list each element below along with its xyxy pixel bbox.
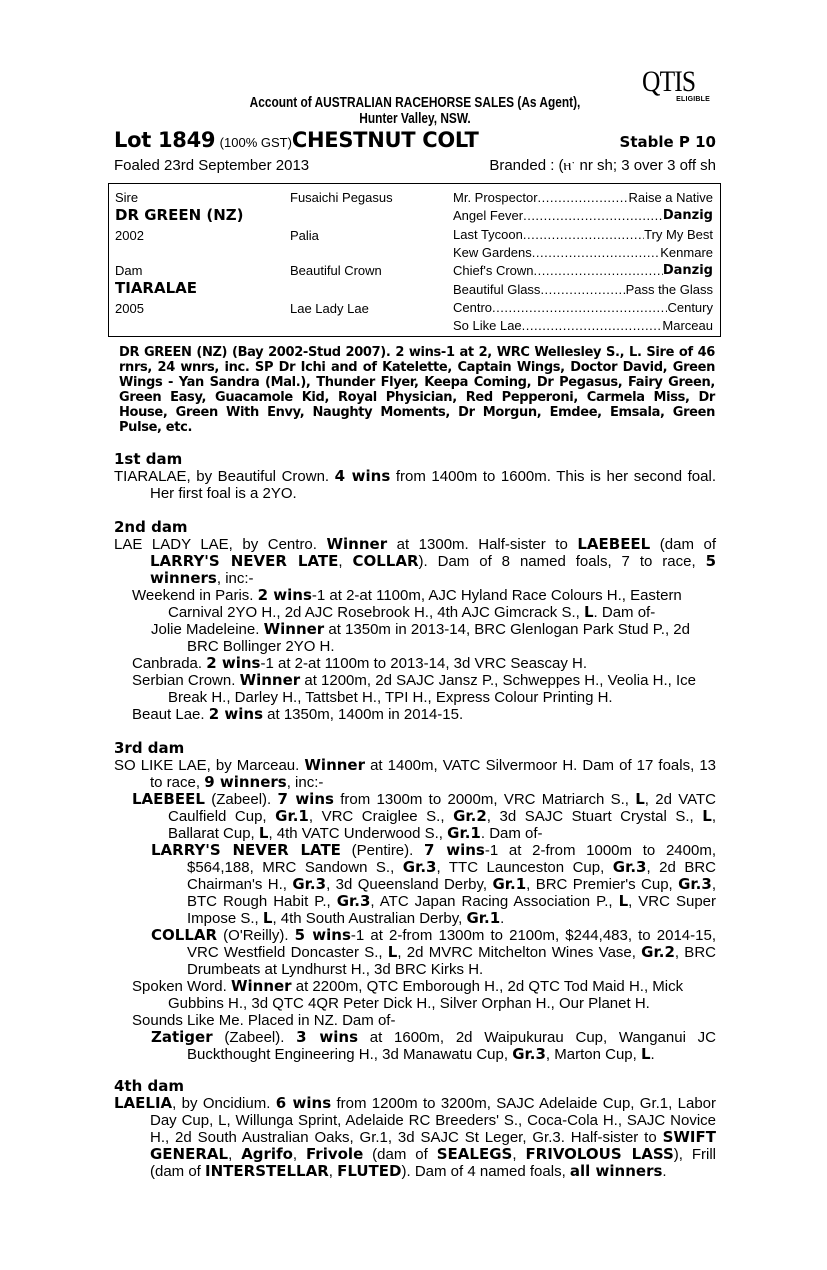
bold-text: 9 winners bbox=[204, 773, 287, 791]
text: (Zabeel). bbox=[204, 791, 278, 808]
text: , 3d SAJC Stuart Crystal S., bbox=[486, 808, 703, 825]
bold-text: Gr.1 bbox=[275, 807, 309, 825]
fourth-dam-section bbox=[114, 1078, 716, 1180]
text: , TTC Launceston Cup, bbox=[436, 859, 613, 876]
second-dam-section bbox=[114, 519, 716, 723]
bold-text: Gr.1 bbox=[466, 909, 501, 927]
text: (Pentire). bbox=[340, 842, 425, 859]
bold-text: Frivole bbox=[306, 1145, 364, 1163]
leader-dots bbox=[538, 190, 629, 205]
leader-dots bbox=[522, 318, 663, 333]
text: SO LIKE LAE, by Marceau. bbox=[114, 757, 305, 774]
bold-text: Gr.1 bbox=[492, 875, 527, 893]
bold-text: Gr.3 bbox=[678, 875, 712, 893]
text: , 4th South Australian Derby, bbox=[272, 910, 467, 927]
gp-right: Marceau bbox=[662, 318, 713, 333]
text: at 1300m. Half-sister to bbox=[387, 536, 578, 553]
text: , 2d VATC Caulfield Cup, bbox=[168, 791, 717, 825]
sire-label: Sire bbox=[115, 190, 139, 205]
gp-right: Century bbox=[667, 300, 713, 315]
progeny-serbian-crown bbox=[114, 672, 716, 706]
bold-text: Zatiger bbox=[151, 1028, 213, 1046]
section-heading: 3rd dam bbox=[114, 739, 185, 757]
bold-text: all winners bbox=[569, 1162, 663, 1180]
gp-left: Chief's Crown bbox=[453, 263, 534, 278]
lot-number: Lot 1849 bbox=[114, 128, 216, 152]
bold-text: Gr.3 bbox=[612, 858, 647, 876]
progeny-laebeel bbox=[114, 791, 716, 842]
grandparent-row bbox=[453, 208, 713, 223]
bold-text: L bbox=[262, 909, 273, 927]
branded-detail: nr sh; 3 over 3 off sh bbox=[575, 157, 716, 174]
third-dam-intro bbox=[114, 757, 716, 791]
bold-text: Winner bbox=[239, 671, 301, 689]
leader-dots bbox=[492, 300, 667, 315]
text: ). Dam of 8 named foals, 7 to race, bbox=[418, 553, 706, 570]
bold-text: L bbox=[387, 943, 398, 961]
text: (dam of bbox=[650, 536, 716, 553]
text: , Marton Cup, bbox=[545, 1046, 641, 1063]
fourth-dam-text bbox=[114, 1095, 716, 1180]
text: -1 at 2-from 1000m to 2400m, $564,188, MRC Sandown S., bbox=[187, 842, 716, 876]
text: -1 at 2-from 1300m to 2100m, $244,483, to 2014-15, VRC Westfield Doncaster S., bbox=[187, 927, 716, 961]
text: , bbox=[292, 1146, 307, 1163]
gp-left: Beautiful Glass bbox=[453, 282, 541, 297]
text: from 1400m to 1600m. This is her second foal. Her first foal is a 2YO. bbox=[150, 468, 716, 502]
text: , inc:- bbox=[216, 570, 254, 587]
vendor-line-1: Account of AUSTRALIAN RACEHORSE SALES (As Agent), bbox=[249, 95, 581, 111]
text: . bbox=[662, 1163, 667, 1180]
bold-text: 2 wins bbox=[257, 586, 312, 604]
bold-text: 2 wins bbox=[208, 705, 263, 723]
bold-text: Gr.3 bbox=[402, 858, 437, 876]
bold-text: Winner bbox=[304, 756, 366, 774]
text: at 1600m, 2d Waipukurau Cup, Wanganui JC Buckthought Engineering H., 3d Manawatu Cup, bbox=[187, 1029, 717, 1063]
grandparent-row bbox=[453, 300, 713, 315]
text: (dam of bbox=[363, 1146, 437, 1163]
text: (O'Reilly). bbox=[217, 927, 295, 944]
text: . bbox=[650, 1046, 655, 1063]
gp-right: Raise a Native bbox=[628, 190, 713, 205]
bold-text: INTERSTELLAR bbox=[205, 1162, 329, 1180]
text: -1 at 2-at 1100m, AJC Hyland Race Colours H., Eastern Carnival 2YO H., 2d AJC Rosebrook H., 4th AJC Gimcrack S., bbox=[168, 587, 682, 621]
text: (Zabeel). bbox=[212, 1029, 297, 1046]
grandparent-row bbox=[453, 263, 713, 278]
text: , VRC Craiglee S., bbox=[308, 808, 454, 825]
gp-left: Last Tycoon bbox=[453, 227, 523, 242]
text: , 2d MVRC Mitchelton Wines Vase, bbox=[397, 944, 642, 961]
text: Serbian Crown. bbox=[132, 672, 240, 689]
text: , by Oncidium. bbox=[172, 1095, 276, 1112]
qtis-logo-text: QTIS bbox=[642, 65, 696, 98]
leader-dots bbox=[534, 263, 663, 278]
dam-year: 2005 bbox=[115, 301, 144, 316]
vendor-line-2: Hunter Valley, NSW. bbox=[359, 111, 471, 127]
text: , 2d BRC Chairman's H., bbox=[187, 859, 716, 893]
bold-text: LAEBEEL bbox=[577, 535, 651, 553]
gst-note: (100% GST) bbox=[219, 135, 292, 150]
text: ), Frill (dam of bbox=[150, 1146, 717, 1180]
progeny-weekend-in-paris bbox=[114, 587, 716, 621]
third-dam-section bbox=[114, 740, 716, 1063]
bold-text: LARRY'S NEVER LATE bbox=[151, 841, 341, 859]
bold-text: Gr.2 bbox=[641, 943, 675, 961]
text: , BTC Rough Habit P., bbox=[187, 876, 716, 910]
stable-location: Stable P 10 bbox=[619, 133, 716, 151]
vendor-account bbox=[157, 95, 674, 127]
text: , Ballarat Cup, bbox=[168, 808, 717, 842]
sire-name: DR GREEN (NZ) bbox=[115, 206, 244, 224]
gp-left: Centro bbox=[453, 300, 493, 315]
leader-dots bbox=[523, 227, 644, 242]
gp-right: Danzig bbox=[662, 263, 713, 278]
dam-name: TIARALAE bbox=[115, 279, 197, 297]
text: at 1200m, 2d SAJC Jansz P., Schweppes H., Veolia H., Ice Break H., Darley H., Tattsbet H., TPI H., Express Colour Printing H. bbox=[168, 672, 696, 706]
text: . bbox=[500, 910, 505, 927]
text: at 1350m, 1400m in 2014-15. bbox=[263, 706, 464, 723]
progeny-spoken-word bbox=[114, 978, 716, 1012]
gp-right: Try My Best bbox=[644, 227, 713, 242]
text: Jolie Madeleine. bbox=[151, 621, 264, 638]
bold-text: L bbox=[618, 892, 629, 910]
text: Canbrada. bbox=[132, 655, 207, 672]
progeny-collar bbox=[114, 927, 716, 978]
qtis-eligible-label: ELIGIBLE bbox=[676, 96, 710, 103]
lot-line bbox=[114, 128, 716, 156]
text: -1 at 2-at 1100m to 2013-14, 3d VRC Seascay H. bbox=[260, 655, 588, 672]
sire-summary: DR GREEN (NZ) (Bay 2002-Stud 2007). 2 wins-1 at 2, WRC Wellesley S., L. Sire of 46 rnrs, 24 wnrs, inc. SP Dr Ichi and of Katelette, Captain Wings, Doctor David, Green Wings - Yan Sandra (Mal.), Thunder Flyer, Keepa Coming, Dr Pegasus, Fairy Green, Green Easy, Guacamole Kid, Royal Physician, Red Pepperoni, Carmela Miss, Dr House, Green With Envy, Naughty Moments, Dr Morgun, Emdee, Emsala, Green Pulse, etc. bbox=[119, 345, 715, 435]
bold-text: LAELIA bbox=[114, 1094, 173, 1112]
bold-text: 7 wins bbox=[424, 841, 485, 859]
text: , ATC Japan Racing Association P., bbox=[370, 893, 619, 910]
bold-text: Gr.3 bbox=[512, 1045, 546, 1063]
text: . Dam of- bbox=[480, 825, 543, 842]
text: ). Dam of 4 named foals, bbox=[401, 1163, 570, 1180]
foaled-date: Foaled 23rd September 2013 bbox=[114, 157, 310, 174]
text: from 1300m to 2000m, VRC Matriarch S., bbox=[333, 791, 636, 808]
leader-dots bbox=[532, 245, 660, 260]
gp-right: Kenmare bbox=[660, 245, 713, 260]
bold-text: COLLAR bbox=[151, 926, 218, 944]
grandparent-row bbox=[453, 227, 713, 242]
text: at 2200m, QTC Emborough H., 2d QTC Tod Maid H., Mick Gubbins H., 3d QTC 4QR Peter Dick H., Silver Orphan H., Our Planet H. bbox=[168, 978, 684, 1012]
bold-text: 7 wins bbox=[277, 790, 334, 808]
pedigree-table bbox=[108, 183, 721, 337]
bold-text: L bbox=[583, 603, 594, 621]
gp-left: Kew Gardens bbox=[453, 245, 532, 260]
text: Sounds Like Me. Placed in NZ. Dam of- bbox=[132, 1012, 396, 1029]
bold-text: 2 wins bbox=[206, 654, 261, 672]
bold-text: 5 wins bbox=[294, 926, 351, 944]
bold-text: SEALEGS bbox=[436, 1145, 513, 1163]
second-dam-intro bbox=[114, 536, 716, 587]
bold-text: FRIVOLOUS LASS bbox=[525, 1145, 674, 1163]
section-heading: 4th dam bbox=[114, 1077, 184, 1095]
text: , BRC Premier's Cup, bbox=[526, 876, 679, 893]
text: , VRC Super Impose S., bbox=[187, 893, 717, 927]
brand-mark-icon: (ⲏˑ bbox=[558, 157, 576, 174]
text: . Dam of- bbox=[593, 604, 656, 621]
progeny-canbrada bbox=[114, 655, 716, 672]
text: from 1200m to 3200m, SAJC Adelaide Cup, Gr.1, Labor Day Cup, L, Willunga Sprint, Adelaide RC Breeders' S., Coca-Cola H., SAJC Novice H., 2d South Australian Oaks, Gr.1, 3d SAJC St Leger, Gr.3. Half-sister to bbox=[150, 1095, 716, 1146]
bold-text: Agrifo bbox=[241, 1145, 293, 1163]
bold-text: Winner bbox=[326, 535, 388, 553]
gp-left: Mr. Prospector bbox=[453, 190, 538, 205]
grandparent-row bbox=[453, 318, 713, 333]
leader-dots bbox=[540, 282, 625, 297]
grandparent-row bbox=[453, 190, 713, 205]
text: Weekend in Paris. bbox=[132, 587, 258, 604]
gp-right: Pass the Glass bbox=[625, 282, 713, 297]
text: Beaut Lae. bbox=[132, 706, 209, 723]
bold-text: Gr.3 bbox=[336, 892, 371, 910]
first-dam-section bbox=[114, 451, 716, 502]
text: LAE LADY LAE, by Centro. bbox=[114, 536, 327, 553]
progeny-larrys-never-late bbox=[114, 842, 716, 927]
text: , 4th VATC Underwood S., bbox=[268, 825, 448, 842]
text: at 1350m in 2013-14, BRC Glenlogan Park Stud P., 2d BRC Bollinger 2YO H. bbox=[187, 621, 690, 655]
bold-text: FLUTED bbox=[337, 1162, 402, 1180]
progeny-sounds-like-me bbox=[114, 1012, 716, 1029]
bold-text: SWIFT GENERAL bbox=[150, 1128, 716, 1163]
gp-right: Danzig bbox=[662, 208, 713, 223]
text: , bbox=[338, 553, 353, 570]
progeny-jolie-madeleine bbox=[114, 621, 716, 655]
dam-dam: Lae Lady Lae bbox=[290, 301, 369, 316]
bold-text: Gr.2 bbox=[453, 807, 487, 825]
text: , bbox=[228, 1146, 242, 1163]
bold-text: 6 wins bbox=[275, 1094, 332, 1112]
gp-left: Angel Fever bbox=[453, 208, 524, 223]
bold-text: 3 wins bbox=[296, 1028, 359, 1046]
bold-text: LAEBEEL bbox=[132, 790, 205, 808]
text: Spoken Word. bbox=[132, 978, 231, 995]
bold-text: Winner bbox=[230, 977, 292, 995]
bold-text: Gr.1 bbox=[447, 824, 481, 842]
text: , BRC Drumbeats at Lyndhurst H., 3d BRC Kirks H. bbox=[187, 944, 716, 978]
text: , bbox=[512, 1146, 526, 1163]
first-dam-text bbox=[114, 468, 716, 502]
dam-sire: Beautiful Crown bbox=[290, 263, 382, 278]
text: at 1400m, VATC Silvermoor H. Dam of 17 foals, 13 to race, bbox=[150, 757, 717, 791]
text: , 3d Queensland Derby, bbox=[326, 876, 493, 893]
bold-text: COLLAR bbox=[352, 552, 419, 570]
gp-left: So Like Lae bbox=[453, 318, 522, 333]
grandparent-row bbox=[453, 282, 713, 297]
bold-text: 5 winners bbox=[150, 552, 716, 587]
sire-year: 2002 bbox=[115, 228, 144, 243]
bold-text: L bbox=[640, 1045, 651, 1063]
foaled-line bbox=[114, 157, 716, 174]
section-heading: 1st dam bbox=[114, 450, 183, 468]
bold-text: L bbox=[258, 824, 269, 842]
horse-description: CHESTNUT COLT bbox=[291, 128, 479, 152]
dam-label: Dam bbox=[115, 263, 143, 278]
branded-label: Branded : bbox=[489, 157, 559, 174]
bold-text: 4 wins bbox=[334, 467, 391, 485]
text: , bbox=[328, 1163, 338, 1180]
branded-info bbox=[489, 157, 716, 174]
leader-dots bbox=[523, 208, 663, 223]
progeny-zatiger bbox=[114, 1029, 716, 1063]
bold-text: Gr.3 bbox=[292, 875, 327, 893]
grandparent-row bbox=[453, 245, 713, 260]
sire-sire: Fusaichi Pegasus bbox=[290, 190, 393, 205]
bold-text: L bbox=[702, 807, 712, 825]
text: TIARALAE, by Beautiful Crown. bbox=[114, 468, 335, 485]
bold-text: Winner bbox=[263, 620, 325, 638]
sire-dam: Palia bbox=[290, 228, 319, 243]
bold-text: L bbox=[635, 790, 645, 808]
bold-text: LARRY'S NEVER LATE bbox=[150, 552, 339, 570]
progeny-beaut-lae bbox=[114, 706, 716, 723]
section-heading: 2nd dam bbox=[114, 518, 188, 536]
text: , inc:- bbox=[286, 774, 324, 791]
